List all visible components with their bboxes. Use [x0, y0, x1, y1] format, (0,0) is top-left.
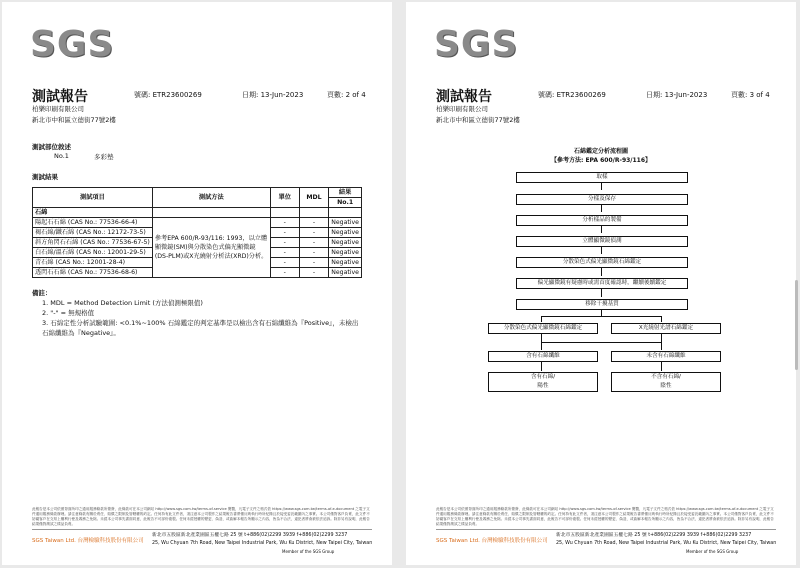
row-mdl: -: [299, 258, 328, 268]
row-item: 透閃石石綿 (CAS No.: 77536-68-6): [33, 268, 153, 278]
page-number: 頁數: 2 of 4: [327, 91, 366, 99]
row-result: Negative: [329, 238, 362, 248]
row-result: Negative: [329, 218, 362, 228]
flow-final-positive: 含有石綿/ 陽性: [488, 372, 598, 392]
flow-step-remove-matrix: 移除干擾基質: [516, 299, 688, 310]
report-number: 號碼: ETR23600269: [538, 91, 606, 99]
group-label: 石綿: [33, 208, 153, 218]
footer-member: Member of the SGS Group: [686, 549, 739, 554]
report-date: 日期: 13-Jun-2023: [242, 91, 304, 99]
report-date: 日期: 13-Jun-2023: [646, 91, 708, 99]
footer-address: [152, 532, 372, 548]
table-header-row: [33, 188, 362, 198]
note-item: 1. MDL = Method Detection Limit (方法偵測極限值): [42, 299, 203, 307]
flow-branch-plm: 分散染色式偏光顯微鏡石綿鑑定: [488, 323, 598, 334]
flow-result-not-contains: 未含有石綿纖維: [611, 351, 721, 362]
page-title: 測試報告: [32, 89, 88, 105]
row-mdl: -: [299, 228, 328, 238]
flow-final-negative: 不含有石綿/ 陰性: [611, 372, 721, 392]
notes-list: [42, 298, 362, 338]
sgs-logo: SGS: [30, 24, 115, 65]
footer-address: [556, 532, 776, 548]
row-item: 青石綿 (CAS No.: 12001-28-4): [33, 258, 153, 268]
footer-fine-print: 此報告是本公司依照背面所印之通用服務條款所簽發，此條款可在本公司網站 http://www.sgs.com.tw/terms-of-service 閱覽，凡電子文件之格式依 https://www.sgs.com.tw/terms-of-e-document 之電子文件通用服務條款辦理。請注意條款有關於責任、賠償之限制及管轄權的約定。任何持有此文件者，須注意本公司製作之結果報告書將僅反映執行時所紀錄且於接受委託範圍內之事實。本公司僅對客戶負責，此文件不妨礙客戶在交易上權利行使及義務之免除。未經本公司事先書面同意，此報告不可部份複製。任何未經授權的變更、偽造、或曲解本報告所顯示之內容，皆為不合法，違犯者將會被依法追訴。除非另有說明，此報告結果僅對測試之樣品負責。: [436, 507, 774, 526]
row-mdl: -: [299, 238, 328, 248]
footer-company: SGS Taiwan Ltd. 台灣檢驗科技股份有限公司: [436, 538, 548, 544]
sgs-logo: SGS: [434, 24, 519, 65]
row-result: Negative: [329, 228, 362, 238]
flow-branch-xrd: X光繞射光譜石綿鑑定: [611, 323, 721, 334]
table-row: [33, 218, 362, 228]
flowchart-title: 石綿鑑定分析流程圖: [573, 148, 628, 155]
header-method: 測試方法: [152, 188, 270, 208]
footer-address-zh: 新北市五股區新北產業園區五權七路 25 號 t+886(02)2299 3939 f+886(02)2299 3237: [152, 533, 348, 538]
flow-step-plm: 分散染色式偏光顯微鏡石綿鑑定: [516, 257, 688, 268]
footer-fine-print: 此報告是本公司依照背面所印之通用服務條款所簽發，此條款可在本公司網站 http://www.sgs.com.tw/terms-of-service 閱覽，凡電子文件之格式依 https://www.sgs.com.tw/terms-of-e-document 之電子文件通用服務條款辦理。請注意條款有關於責任、賠償之限制及管轄權的約定。任何持有此文件者，須注意本公司製作之結果報告書將僅反映執行時所紀錄且於接受委託範圍內之事實。本公司僅對客戶負責，此文件不妨礙客戶在交易上權利行使及義務之免除。未經本公司事先書面同意，此報告不可部份複製。任何未經授權的變更、偽造、或曲解本報告所顯示之內容，皆為不合法，違犯者將會被依法追訴。除非另有說明，此報告結果僅對測試之樣品負責。: [32, 507, 370, 526]
row-unit: -: [270, 248, 299, 258]
notes-heading: 備註：: [32, 289, 52, 297]
note-item: 3. 石綿定性分析試驗範圍: <0.1%~100% 石綿鑑定的判定基準是以檢出含有石綿纖維為『Positive』，未檢出石綿纖維為『Negative』。: [42, 319, 359, 337]
flow-step-sampling: 取樣: [516, 172, 688, 183]
note-item: 2. "-" = 無規格值: [42, 309, 95, 317]
page-title: 測試報告: [436, 89, 492, 105]
client-name: 柏樂印刷有限公司: [436, 105, 488, 113]
row-mdl: -: [299, 248, 328, 258]
header-unit: 單位: [270, 188, 299, 208]
flow-step-stereo: 立體顯微鏡偵測: [516, 236, 688, 247]
report-page-2: [2, 2, 392, 565]
row-result: Negative: [329, 268, 362, 278]
results-table: [32, 187, 362, 278]
footer-divider: [32, 529, 372, 530]
footer-address-en: 25, Wu Chyuan 7th Road, New Taipei Industrial Park, Wu Ku District, New Taipei City, Taiwan: [556, 541, 777, 546]
results-heading: 測試結果: [32, 173, 58, 181]
header-result: 結果: [329, 188, 362, 198]
footer-company: SGS Taiwan Ltd. 台灣檢驗科技股份有限公司: [32, 538, 144, 544]
sample-number: No.1: [54, 152, 69, 160]
header-mdl: MDL: [299, 188, 328, 208]
report-number: 號碼: ETR23600269: [134, 91, 202, 99]
row-unit: -: [270, 258, 299, 268]
viewer-scrollbar[interactable]: [795, 280, 798, 370]
sample-description: 多彩墊: [94, 153, 114, 161]
footer-divider: [436, 529, 776, 530]
method-text: 參考EPA 600/R-93/116: 1993，以立體顯微鏡(SM)與分散染色式偏光顯微鏡(DS-PLM)或X光繞射分析法(XRD)分析。: [152, 218, 270, 278]
row-result: Negative: [329, 248, 362, 258]
report-page-3: [406, 2, 796, 565]
client-name: 柏樂印刷有限公司: [32, 105, 84, 113]
header-item: 測試項目: [33, 188, 153, 208]
footer-member: Member of the SGS Group: [282, 549, 335, 554]
row-item: 斜方角閃石石綿 (CAS No.: 77536-67-5): [33, 238, 153, 248]
flowchart-reference: 【參考方法: EPA 600/R-93/116】: [550, 157, 652, 164]
flow-step-prep: 分析樣品的製備: [516, 215, 688, 226]
page-number: 頁數: 3 of 4: [731, 91, 770, 99]
client-address: 新北市中和區立德街77號2樓: [436, 116, 520, 124]
row-item: 陽起石石綿 (CAS No.: 77536-66-4): [33, 218, 153, 228]
test-part-heading: 測試部位敘述: [32, 143, 71, 151]
row-result: Negative: [329, 258, 362, 268]
row-mdl: -: [299, 268, 328, 278]
flow-result-contains: 含有石綿纖維: [488, 351, 598, 362]
footer-address-zh: 新北市五股區新北產業園區五權七路 25 號 t+886(02)2299 3939 f+886(02)2299 3237: [556, 533, 752, 538]
row-item: 褐石綿/鐵石綿 (CAS No.: 12172-73-5): [33, 228, 153, 238]
row-unit: -: [270, 218, 299, 228]
flow-step-split-store: 分樣及保存: [516, 194, 688, 205]
row-unit: -: [270, 238, 299, 248]
row-unit: -: [270, 228, 299, 238]
row-item: 白石綿/溫石綿 (CAS No.: 12001-29-5): [33, 248, 153, 258]
table-group-row: [33, 208, 362, 218]
flow-step-further: 偏光顯微鏡有疑慮時或需首度確認時，繼續後續鑑定: [516, 278, 688, 289]
footer-address-en: 25, Wu Chyuan 7th Road, New Taipei Industrial Park, Wu Ku District, New Taipei City, Taiwan: [152, 541, 373, 546]
row-mdl: -: [299, 218, 328, 228]
client-address: 新北市中和區立德街77號2樓: [32, 116, 116, 124]
row-unit: -: [270, 268, 299, 278]
header-sample: No.1: [329, 198, 362, 208]
